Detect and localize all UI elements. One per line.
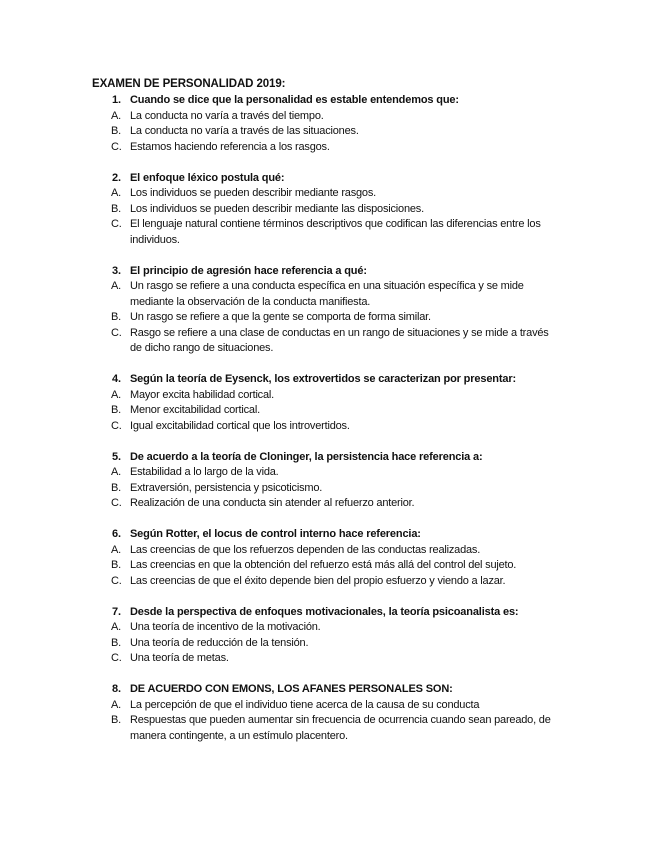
answer-option	[92, 543, 572, 559]
question-text: Desde la perspectiva de enfoques motivacionales, la teoría psicoanalista es:	[130, 605, 519, 618]
question-item	[92, 605, 572, 667]
question-number: 3.	[112, 264, 121, 277]
answer-option	[92, 496, 572, 512]
question-number-cell	[92, 527, 130, 543]
answer-option	[92, 403, 572, 419]
question-number-cell	[92, 450, 130, 466]
answer-option	[92, 202, 572, 218]
question-number: 5.	[112, 450, 121, 463]
option-letter: A.	[111, 621, 121, 633]
question-item	[92, 450, 572, 512]
option-letter: A.	[111, 187, 121, 199]
question-heading	[92, 605, 572, 621]
question-number-cell	[92, 605, 130, 621]
option-letter: A.	[111, 698, 121, 711]
answer-option	[92, 217, 572, 248]
question-text: Según Rotter, el locus de control interno hace referencia:	[130, 528, 421, 540]
option-text: Estabilidad a lo largo de la vida.	[130, 466, 279, 478]
option-letter: C.	[111, 652, 122, 664]
answer-option	[92, 109, 572, 125]
question-heading	[92, 682, 572, 698]
question-item	[92, 682, 572, 744]
question-text: El principio de agresión hace referencia a qué:	[130, 264, 367, 277]
answer-option	[92, 140, 572, 156]
question-item	[92, 171, 572, 249]
answer-option	[92, 419, 572, 435]
question-number-cell	[92, 171, 130, 187]
question-item	[92, 93, 572, 155]
option-text: Las creencias de que el éxito depende bien del propio esfuerzo y viendo a lazar.	[130, 574, 506, 587]
question-text: De acuerdo a la teoría de Cloninger, la persistencia hace referencia a:	[130, 450, 483, 463]
question-number: 7.	[112, 605, 121, 618]
option-letter: C.	[111, 218, 122, 230]
option-letter: B.	[111, 559, 121, 571]
answer-option	[92, 481, 572, 497]
answer-option	[92, 713, 572, 744]
option-text: Respuestas que pueden aumentar sin frecuencia de ocurrencia cuando sean pareado, de manera contingente, a un estímulo placentero.	[130, 714, 551, 742]
option-text: Las creencias en que la obtención del refuerzo está más allá del control del sujeto.	[130, 559, 517, 571]
question-item	[92, 372, 572, 434]
option-letter: A.	[111, 280, 121, 292]
question-text: DE ACUERDO CON EMONS, LOS AFANES PERSONALES SON:	[130, 683, 453, 695]
option-letter: B.	[111, 202, 121, 215]
option-letter: C.	[111, 419, 122, 432]
option-text: Mayor excita habilidad cortical.	[130, 388, 275, 401]
answer-option	[92, 326, 572, 357]
question-heading	[92, 372, 572, 388]
option-text: La percepción de que el individuo tiene acerca de la causa de su conducta	[130, 698, 480, 711]
exam-title: EXAMEN DE PERSONALIDAD 2019:	[92, 78, 286, 90]
question-heading	[92, 264, 572, 280]
option-text: Extraversión, persistencia y psicoticismo.	[130, 481, 323, 494]
option-text: Menor excitabilidad cortical.	[130, 404, 260, 416]
question-item	[92, 264, 572, 357]
question-number-cell	[92, 264, 130, 280]
answer-option	[92, 186, 572, 202]
option-letter: B.	[111, 481, 121, 494]
option-text: Un rasgo se refiere a una conducta específica en una situación específica y se mide mediante la observación de la conducta manifiesta.	[130, 280, 524, 308]
option-letter: C.	[111, 140, 122, 153]
option-letter: C.	[111, 574, 122, 587]
answer-option	[92, 388, 572, 404]
option-text: Los individuos se pueden describir mediante las disposiciones.	[130, 202, 424, 215]
option-letter: B.	[111, 714, 121, 726]
option-letter: B.	[111, 404, 121, 416]
answer-option	[92, 124, 572, 140]
question-text: Según la teoría de Eysenck, los extrovertidos se caracterizan por presentar:	[130, 373, 516, 385]
answer-option	[92, 651, 572, 667]
question-list	[92, 93, 572, 744]
question-number: 4.	[112, 373, 121, 385]
option-letter: A.	[111, 109, 121, 122]
answer-option	[92, 279, 572, 310]
option-letter: C.	[111, 326, 122, 339]
option-text: Los individuos se pueden describir mediante rasgos.	[130, 187, 377, 199]
answer-option	[92, 558, 572, 574]
question-heading	[92, 527, 572, 543]
answer-option	[92, 636, 572, 652]
question-number: 1.	[112, 94, 121, 106]
option-letter: B.	[111, 636, 121, 649]
answer-option	[92, 620, 572, 636]
question-number: 2.	[112, 171, 121, 184]
answer-option	[92, 574, 572, 590]
question-text: El enfoque léxico postula qué:	[130, 171, 285, 184]
exam-content	[92, 77, 572, 760]
question-item	[92, 527, 572, 589]
option-text: Igual excitabilidad cortical que los introvertidos.	[130, 419, 350, 432]
answer-option	[92, 698, 572, 714]
option-text: Una teoría de incentivo de la motivación.	[130, 621, 321, 633]
question-text: Cuando se dice que la personalidad es estable entendemos que:	[130, 94, 459, 106]
option-text: Una teoría de metas.	[130, 652, 229, 664]
option-text: Las creencias de que los refuerzos dependen de las conductas realizadas.	[130, 543, 481, 556]
option-letter: B.	[111, 125, 121, 137]
option-letter: A.	[111, 388, 121, 401]
question-number-cell	[92, 682, 130, 698]
answer-option	[92, 310, 572, 326]
question-number: 8.	[112, 683, 121, 695]
question-number-cell	[92, 93, 130, 109]
option-letter: A.	[111, 466, 121, 478]
question-heading	[92, 450, 572, 466]
question-number: 6.	[112, 528, 121, 540]
option-text: La conducta no varía a través del tiempo.	[130, 109, 324, 122]
option-letter: C.	[111, 497, 122, 509]
option-text: Rasgo se refiere a una clase de conductas en un rango de situaciones y se mide a través de dicho rango de situaciones.	[130, 326, 549, 354]
option-text: El lenguaje natural contiene términos descriptivos que codifican las diferencias entre los individuos.	[130, 218, 541, 246]
question-heading	[92, 171, 572, 187]
question-number-cell	[92, 372, 130, 388]
option-text: Realización de una conducta sin atender al refuerzo anterior.	[130, 497, 415, 509]
option-letter: A.	[111, 543, 121, 556]
option-text: Un rasgo se refiere a que la gente se comporta de forma similar.	[130, 311, 431, 323]
option-text: Estamos haciendo referencia a los rasgos.	[130, 140, 330, 153]
answer-option	[92, 465, 572, 481]
option-text: Una teoría de reducción de la tensión.	[130, 636, 309, 649]
question-heading	[92, 93, 572, 109]
option-letter: B.	[111, 311, 121, 323]
option-text: La conducta no varía a través de las situaciones.	[130, 125, 359, 137]
